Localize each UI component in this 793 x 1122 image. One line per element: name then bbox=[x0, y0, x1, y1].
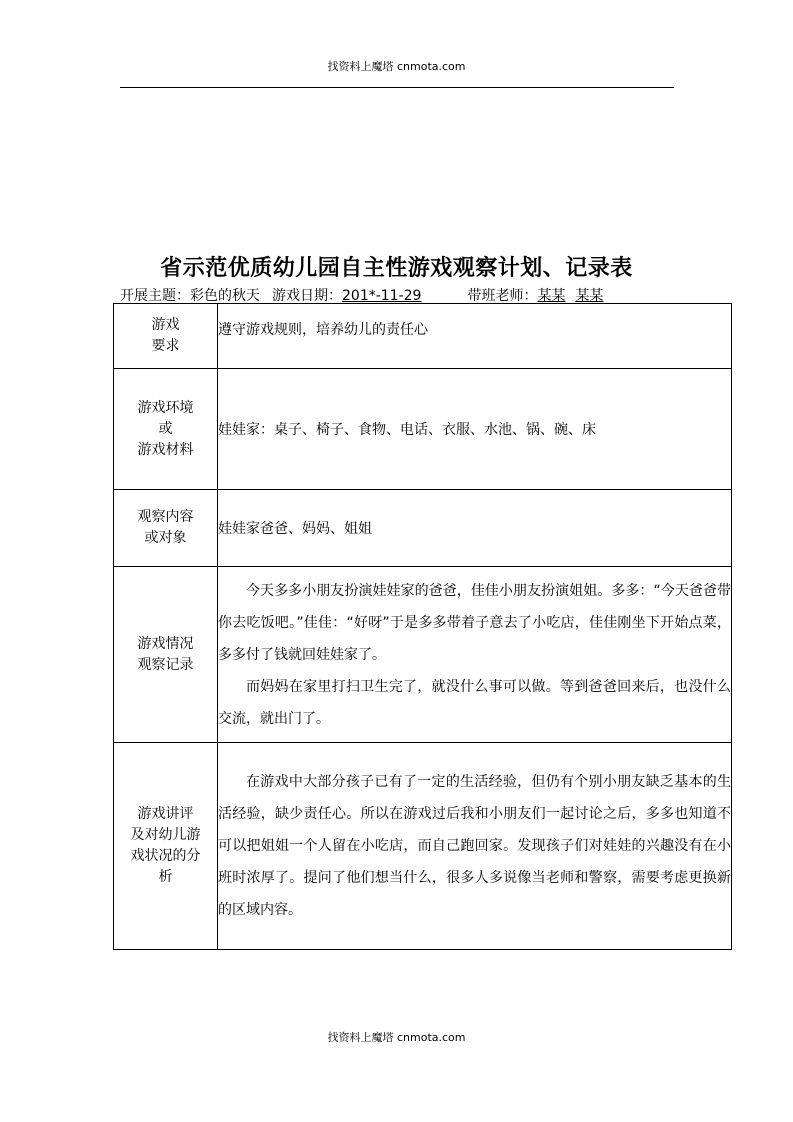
table-row-environment bbox=[114, 369, 732, 490]
header-divider bbox=[120, 87, 674, 88]
row-content: 娃娃家爸爸、妈妈、姐姐 bbox=[218, 490, 732, 567]
row-label: 游戏讲评 及对幼儿游 戏状况的分 析 bbox=[114, 743, 218, 950]
teacher-name-1: 某某 bbox=[537, 288, 566, 304]
table-row-requirements bbox=[114, 304, 732, 369]
observation-table bbox=[113, 303, 732, 950]
row-label: 游戏情况 观察记录 bbox=[114, 567, 218, 743]
table-row-evaluation bbox=[114, 743, 732, 950]
teacher-label: 带班老师： bbox=[467, 288, 538, 304]
teacher-name-2: 某某 bbox=[575, 288, 604, 304]
date-label: 游戏日期： bbox=[272, 288, 342, 304]
row-content: 娃娃家：桌子、椅子、食物、电话、衣服、水池、锅、碗、床 bbox=[218, 369, 732, 490]
row-content: 遵守游戏规则，培养幼儿的责任心 bbox=[218, 304, 732, 369]
document-title: 省示范优质幼儿园自主性游戏观察计划、记录表 bbox=[160, 255, 633, 281]
page-header: 找资料上魔塔 cnmota.com bbox=[327, 60, 466, 73]
row-content bbox=[218, 743, 732, 950]
row-label: 游戏 要求 bbox=[114, 304, 218, 369]
date-value: 201*-11-29 bbox=[342, 288, 422, 304]
table-row-observation-target bbox=[114, 490, 732, 567]
theme-value: 彩色的秋天 bbox=[190, 288, 260, 304]
paragraph: 在游戏中大部分孩子已有了一定的生活经验，但仍有个别小朋友缺乏基本的生活经验，缺少责任心。所以在游戏过后我和小朋友们一起讨论之后，多多也知道不可以把姐姐一个人留在小吃店，而自己跑回家。发现孩子们对娃娃的兴趣没有在小班时浓厚了。提问了他们想当什么，很多人多说像当老师和警察，需要考虑更换新的区域内容。 bbox=[218, 774, 731, 918]
paragraph: 而妈妈在家里打扫卫生完了，就没什么事可以做。等到爸爸回来后，也没什么交流，就出门了。 bbox=[218, 678, 731, 727]
row-content bbox=[218, 567, 732, 743]
paragraph: 今天多多小朋友扮演娃娃家的爸爸，佳佳小朋友扮演姐姐。多多：“今天爸爸带你去吃饭吧。”佳佳：“好呀”于是多多带着子意去了小吃店，佳佳刚坐下开始点菜，多多付了钱就回娃娃家了。 bbox=[218, 582, 731, 663]
row-label: 观察内容 或对象 bbox=[114, 490, 218, 567]
table-row-observation-record bbox=[114, 567, 732, 743]
meta-line bbox=[120, 285, 603, 305]
theme-label: 开展主题： bbox=[120, 288, 190, 304]
page-footer: 找资料上魔塔 cnmota.com bbox=[327, 1031, 466, 1044]
row-label: 游戏环境 或 游戏材料 bbox=[114, 369, 218, 490]
